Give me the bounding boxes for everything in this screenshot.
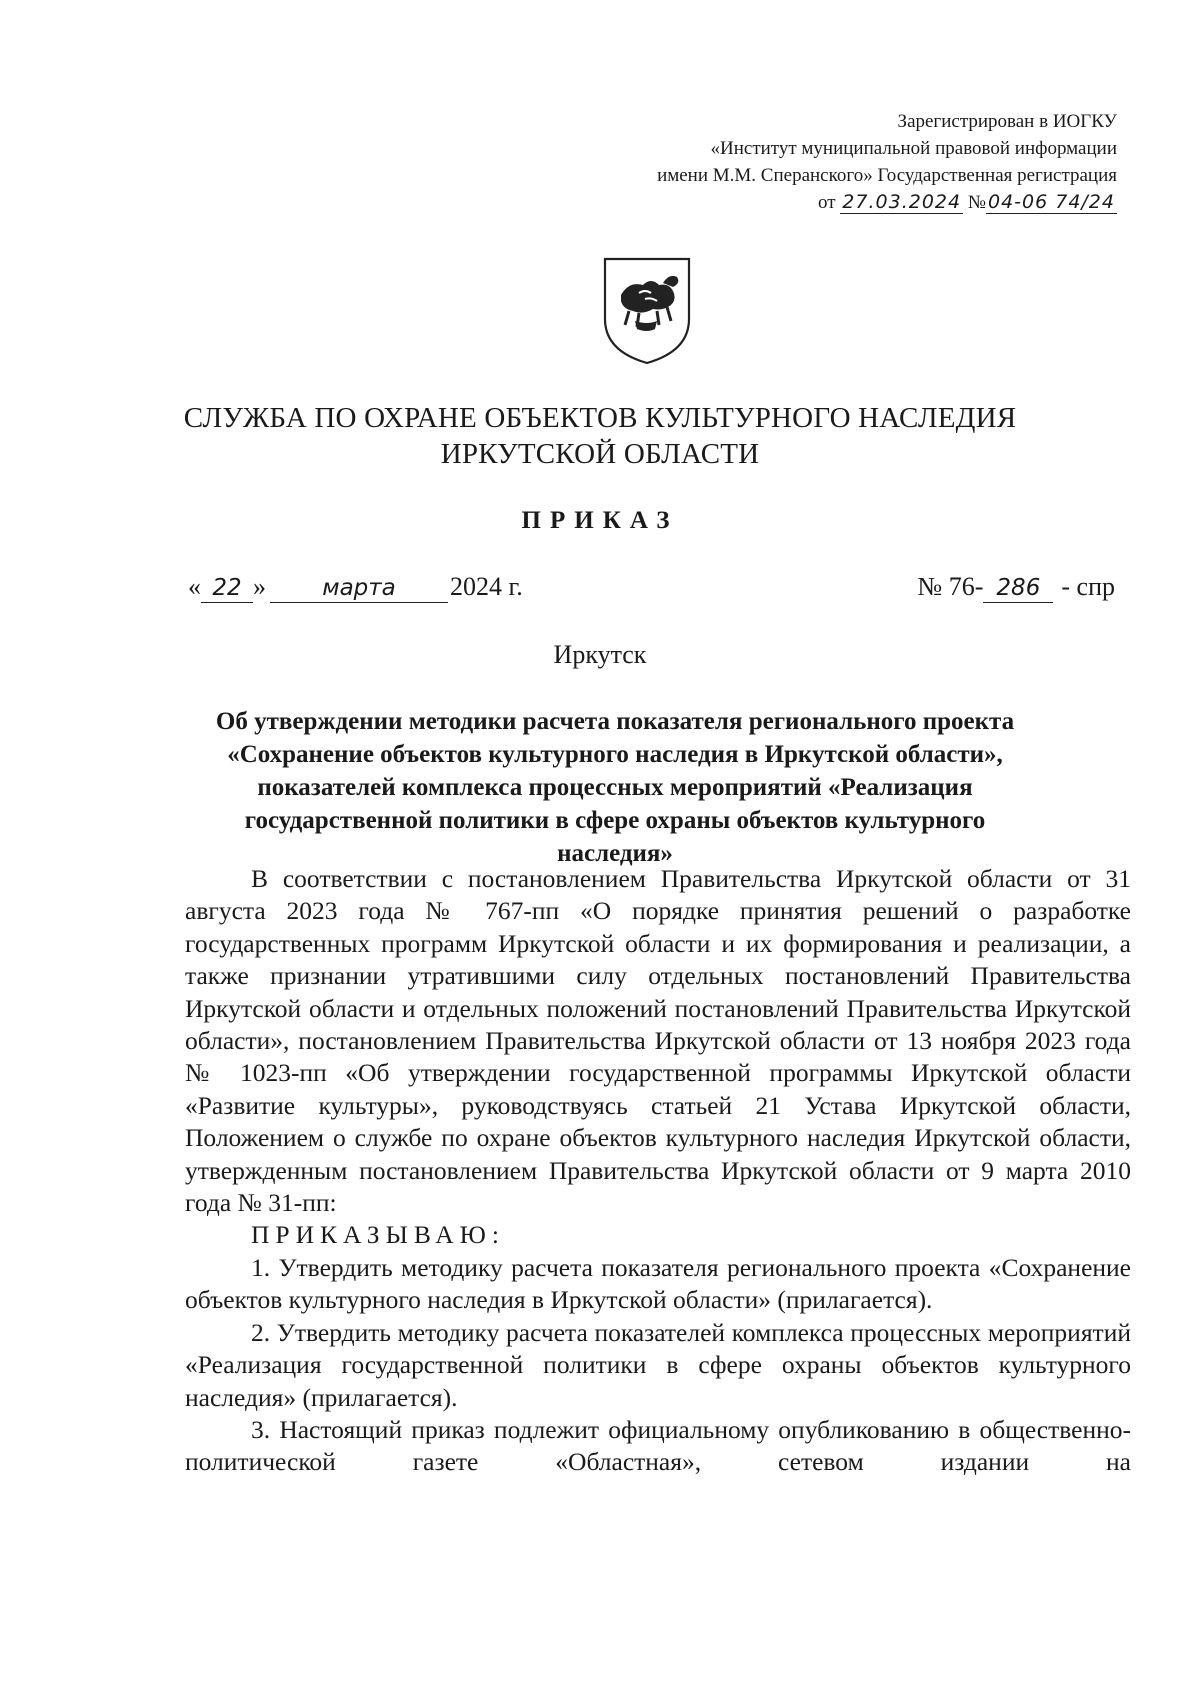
subject-line-2: «Сохранение объектов культурного наследия в Иркутской области», <box>227 741 1003 768</box>
registration-number: 04-06 74/24 <box>987 191 1115 213</box>
agency-name <box>0 400 1200 472</box>
order-word: ПРИКАЗЫВАЮ: <box>251 1220 505 1250</box>
order-date <box>188 572 523 603</box>
registration-line-4 <box>477 189 1117 216</box>
date-close-quote: » <box>253 572 266 601</box>
order-number <box>917 572 1115 603</box>
agency-name-line-1: СЛУЖБА ПО ОХРАНЕ ОБЪЕКТОВ КУЛЬТУРНОГО НАСЛЕДИЯ <box>183 402 1017 434</box>
subject-line-4: государственной политики в сфере охраны объектов культурного <box>244 807 986 834</box>
order-item-1: 1. Утвердить методику расчета показателя регионального проекта «Сохранение объектов культурного наследия в Иркутской области» (прилагается). <box>185 1252 1131 1315</box>
date-day: 22 <box>201 574 253 603</box>
order-number-prefix: № 76- <box>917 572 984 601</box>
registration-from-label: от <box>817 192 836 213</box>
order-title: ПРИКАЗ <box>521 507 679 534</box>
subject-line-5: наследия» <box>557 840 673 867</box>
date-open-quote: « <box>188 572 201 601</box>
date-year: 2024 г. <box>450 572 523 601</box>
subject-line-3: показателей комплекса процессных мероприятий «Реализация <box>257 774 973 801</box>
order-number-value: 286 <box>983 574 1053 603</box>
date-month: марта <box>270 574 448 603</box>
registration-line-3: имени М.М. Сперанского» Государственная регистрация <box>657 165 1117 186</box>
order-item-2: 2. Утвердить методику расчета показателей комплекса процессных мероприятий «Реализация государственной политики в сфере охраны объектов культурного наследия» (прилагается). <box>185 1317 1131 1412</box>
irkutsk-coat-of-arms-icon <box>599 255 695 367</box>
order-body <box>185 863 1131 1479</box>
subject-line-1: Об утверждении методики расчета показателя регионального проекта <box>215 708 1015 735</box>
order-number-suffix: - спр <box>1061 572 1115 601</box>
registration-line-1: Зарегистрирован в ИОГКУ <box>897 111 1117 132</box>
city-name: Иркутск <box>553 640 647 669</box>
registration-stamp <box>477 108 1117 216</box>
preamble-paragraph: В соответствии с постановлением Правительства Иркутской области от 31 августа 2023 года № 767-пп «О порядке принятия решений о разработке государственных программ Иркутской области и их формирования и реализации, а также признании утратившими силу отдельных постановлений Правительства Иркутской области и отдельных положений постановлений Правительства Иркутской области», постановлением Правительства Иркутской области от 13 ноября 2023 года № 1023-пп «Об утверждении государственной программы Иркутской области «Развитие культуры», руководствуясь статьей 21 Устава Иркутской области, Положением о службе по охране объектов культурного наследия Иркутской области, утвержденным постановлением Правительства Иркутской области от 9 марта 2010 года № 31-пп: <box>185 864 1131 1218</box>
registration-num-label: № <box>967 192 986 213</box>
registration-date: 27.03.2024 <box>842 191 962 213</box>
order-item-3: 3. Настоящий приказ подлежит официальному опубликованию в общественно-политической газете «Областная», сетевом издании на <box>185 1414 1131 1477</box>
registration-line-2: «Институт муниципальной правовой информации <box>710 138 1117 159</box>
order-subject <box>190 705 1040 870</box>
agency-name-line-2: ИРКУТСКОЙ ОБЛАСТИ <box>440 438 760 470</box>
